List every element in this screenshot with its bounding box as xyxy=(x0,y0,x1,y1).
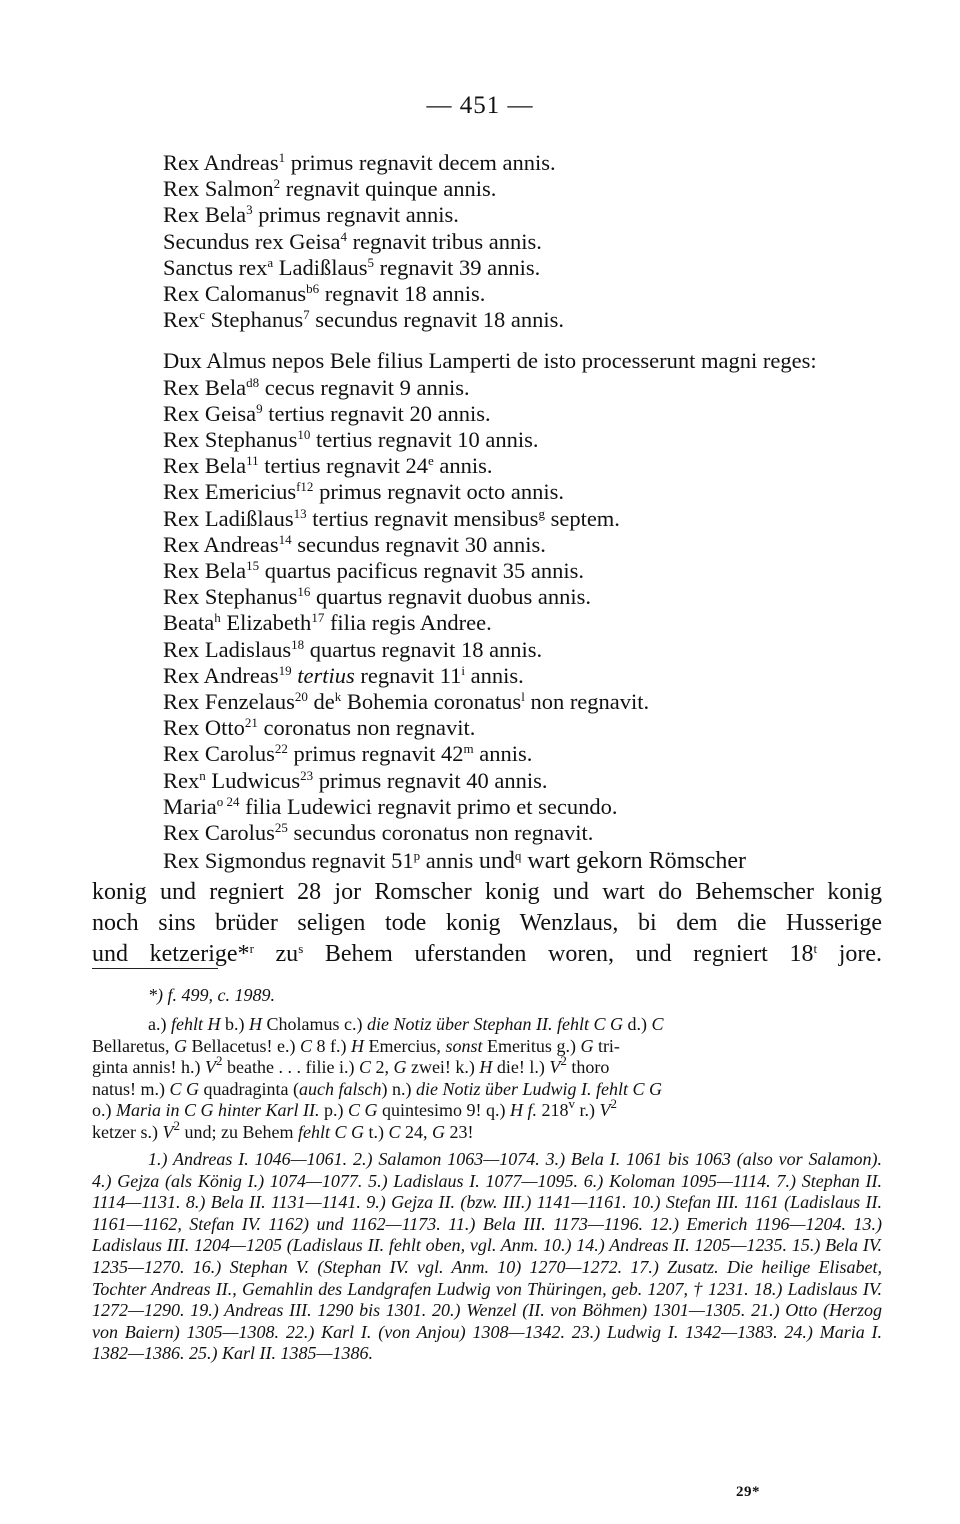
variant-note-line xyxy=(92,1036,882,1058)
text-run: annis. xyxy=(433,453,493,479)
text-run: Rex Otto xyxy=(163,715,245,741)
german-text-line xyxy=(92,939,882,970)
text-run: Rex Andreas xyxy=(163,662,279,688)
text-run: thoro xyxy=(566,1057,610,1077)
text-line xyxy=(92,375,882,401)
text-line xyxy=(92,741,882,767)
text-run: Beata xyxy=(163,610,215,636)
italic-text: fehlt H xyxy=(170,1014,221,1034)
text-run: quartus regnavit 18 annis. xyxy=(304,636,543,662)
text-run: Bellacetus! e.) xyxy=(186,1035,300,1056)
footnote-marker: a xyxy=(267,254,274,270)
footnote-marker: k xyxy=(334,689,342,705)
text-run: jore. xyxy=(817,941,883,968)
text-run: ginta annis! h.) xyxy=(92,1057,205,1077)
text-run: septem. xyxy=(544,505,620,531)
italic-text: auch falsch xyxy=(298,1078,382,1099)
italic-text: H f. xyxy=(510,1100,538,1120)
footnote-marker: 22 xyxy=(274,741,288,757)
footnote-marker: c xyxy=(199,307,206,323)
footnote-marker: 9 xyxy=(256,400,263,416)
text-line xyxy=(92,663,882,689)
footnote-marker: v xyxy=(568,1096,576,1111)
text-run: non regnavit. xyxy=(524,689,650,715)
text-run: Emeritus g.) xyxy=(482,1035,581,1056)
text-run: 8 f.) xyxy=(311,1035,351,1056)
text-run: Rex Stephanus xyxy=(163,584,298,610)
text-run: primus regnavit 42 xyxy=(287,741,464,767)
text-line xyxy=(92,715,882,741)
text-run: quartus pacificus regnavit 35 annis. xyxy=(259,558,585,584)
italic-text: die Notiz über Stephan II. fehlt C G xyxy=(366,1014,623,1034)
text-run: 24, xyxy=(400,1121,432,1142)
text-run: Secundus rex Geisa xyxy=(163,228,341,254)
text-line xyxy=(92,401,882,427)
text-run: Rex Bela xyxy=(163,453,247,479)
text-line xyxy=(92,453,882,479)
german-text-line xyxy=(92,908,882,939)
text-run: tertius regnavit mensibus xyxy=(306,505,539,531)
text-line xyxy=(92,506,882,532)
text-run: die! l.) xyxy=(492,1057,550,1077)
text-line xyxy=(92,610,882,636)
historical-notes xyxy=(92,1149,882,1365)
footnote-marker: 23 xyxy=(300,767,314,783)
footnote-marker: 19 xyxy=(278,662,292,678)
text-run: annis. xyxy=(473,741,533,767)
text-run: Rex Bela xyxy=(163,558,247,584)
text-run: Ladißlaus xyxy=(273,254,368,280)
footnote-marker: 20 xyxy=(294,689,308,705)
text-run: primus regnavit decem annis. xyxy=(285,150,556,175)
text-run: ) n.) xyxy=(381,1078,416,1099)
italic-text: C xyxy=(651,1014,664,1034)
text-run: Emercius, xyxy=(363,1035,446,1056)
italic-text: die Notiz über Ludwig I. fehlt C G xyxy=(415,1078,662,1099)
text-run: Rex Andreas xyxy=(163,531,279,557)
text-run: de xyxy=(307,689,335,715)
italic-text: V xyxy=(549,1057,561,1077)
text-run: t.) xyxy=(363,1121,389,1142)
footnote-marker: 15 xyxy=(246,558,260,574)
footnote-marker: 16 xyxy=(297,584,311,600)
text-run: Rex Andreas xyxy=(163,150,279,175)
german-text: wart gekorn Römscher xyxy=(521,848,746,875)
text-run: 2, xyxy=(370,1057,394,1077)
italic-text: C xyxy=(358,1057,371,1077)
text-run: Rex Ladislaus xyxy=(163,636,292,662)
text-run: b.) xyxy=(220,1014,249,1034)
footnote-marker: 2 xyxy=(560,1053,567,1068)
text-run: Rex Calomanus xyxy=(163,281,307,307)
footnote-marker: s xyxy=(298,941,304,957)
regnal-list xyxy=(92,150,882,970)
italic-text: C G xyxy=(348,1100,378,1120)
text-line xyxy=(92,794,882,820)
footnote-marker: 3 xyxy=(246,202,253,218)
text-run: Rex xyxy=(163,307,200,333)
text-run: natus! m.) xyxy=(92,1078,170,1099)
text-run: Sanctus rex xyxy=(163,254,268,280)
footnote-marker: i xyxy=(461,662,466,678)
text-line xyxy=(92,584,882,610)
footnote-marker: q xyxy=(514,848,522,864)
footnote-marker: 2 xyxy=(273,176,281,192)
text-line xyxy=(92,255,882,281)
text-run: o.) xyxy=(92,1100,116,1120)
text-run: tertius regnavit 10 annis. xyxy=(310,427,539,453)
text-line xyxy=(92,846,882,877)
footnote-marker: 2 xyxy=(215,1053,223,1068)
text-line xyxy=(92,307,882,333)
text-run: Stephanus xyxy=(205,307,304,333)
footnote-marker: f12 xyxy=(296,479,314,495)
text-run: d.) xyxy=(622,1014,652,1034)
footnote-marker: 2 xyxy=(173,1117,180,1133)
text-run: Maria xyxy=(163,793,217,819)
text-run: Rex Bela xyxy=(163,374,247,400)
italic-text: H xyxy=(248,1014,262,1034)
footnote-marker: 10 xyxy=(297,427,311,443)
footnote-marker: 4 xyxy=(340,228,347,244)
text-run: filia regis Andree. xyxy=(324,610,492,636)
italic-text: H xyxy=(479,1057,493,1077)
text-line xyxy=(92,768,882,794)
text-run: 218 xyxy=(537,1100,569,1120)
footnote-marker: 18 xyxy=(291,636,305,652)
footnote-marker: 25 xyxy=(274,820,288,836)
text-run: Rex xyxy=(163,767,200,793)
italic-text: fehlt C G xyxy=(297,1121,364,1142)
text-run: Rex Geisa xyxy=(163,400,257,426)
text-run: konig und regniert 28 jor Romscher konig und wart do Behemscher konig xyxy=(92,879,882,906)
text-line xyxy=(92,689,882,715)
italic-text: C xyxy=(388,1121,401,1142)
italic-text: G xyxy=(580,1035,594,1056)
footnote-marker: l xyxy=(521,689,525,705)
italic-text: H xyxy=(350,1035,364,1056)
text-run: tertius regnavit 20 annis. xyxy=(262,400,491,426)
text-run: primus regnavit annis. xyxy=(252,202,459,228)
text-run: primus regnavit 40 annis. xyxy=(313,767,548,793)
german-text-line xyxy=(92,877,882,908)
text-line xyxy=(92,558,882,584)
text-run: Rex Carolus xyxy=(163,741,275,767)
text-run: quartus regnavit duobus annis. xyxy=(310,584,591,610)
footnote-marker: o 24 xyxy=(216,793,240,809)
footnote-marker: p xyxy=(413,848,421,864)
italic-text: tertius xyxy=(297,662,355,688)
text-run: Bohemia coronatus xyxy=(341,689,522,715)
text-run: tri- xyxy=(593,1035,620,1056)
italic-text: C G xyxy=(169,1078,199,1099)
signature-mark: 29* xyxy=(736,1484,760,1500)
text-run: beathe . . . filie i.) xyxy=(222,1057,359,1077)
italic-text: V xyxy=(599,1100,611,1120)
footnote-marker: 21 xyxy=(244,715,258,731)
text-run: Rex Emericius xyxy=(163,479,297,505)
italic-text: V xyxy=(204,1057,216,1077)
italic-text: G xyxy=(173,1035,187,1056)
variant-note-line xyxy=(92,1014,882,1036)
text-run: regnavit 11 xyxy=(354,662,462,688)
text-run: annis xyxy=(420,848,479,874)
italic-text: V xyxy=(162,1121,174,1142)
variant-note-line xyxy=(92,1053,882,1079)
italic-text: sonst xyxy=(445,1035,483,1056)
footnote-marker: 17 xyxy=(311,610,325,626)
footnote-marker: b6 xyxy=(306,281,320,297)
italic-text: G xyxy=(431,1121,445,1142)
footnote-marker: e xyxy=(427,453,434,469)
text-run: ketzer s.) xyxy=(92,1121,163,1142)
italic-text: G xyxy=(393,1057,407,1077)
text-run: Rex Bela xyxy=(163,202,247,228)
text-run: und ketzerige* xyxy=(92,941,250,968)
footnote-marker: n xyxy=(199,767,206,783)
page-number: — 451 — xyxy=(426,92,534,119)
german-text: und xyxy=(478,848,515,875)
footnote-marker: d8 xyxy=(246,374,260,390)
text-line xyxy=(92,479,882,505)
variant-note-line xyxy=(92,1096,882,1122)
text-line xyxy=(92,427,882,453)
text-line xyxy=(92,176,882,202)
footnote-marker: r xyxy=(249,941,254,957)
text-run: coronatus non regnavit. xyxy=(257,715,476,741)
footnote-marker: 1 xyxy=(278,150,286,165)
footnote-marker: 13 xyxy=(293,505,307,521)
text-run: Rex Fenzelaus xyxy=(163,689,295,715)
text-run: a.) xyxy=(148,1014,171,1034)
text-run: quintesimo 9! q.) xyxy=(377,1100,511,1120)
text-run: secundus coronatus non regnavit. xyxy=(287,820,594,846)
text-run: primus regnavit octo annis. xyxy=(313,479,565,505)
textual-variant-notes xyxy=(92,1014,882,1143)
text-run: quadraginta ( xyxy=(199,1078,299,1099)
text-line xyxy=(92,150,882,176)
text-run: tertius regnavit 24 xyxy=(258,453,428,479)
footnote-marker: 5 xyxy=(367,254,374,270)
text-line xyxy=(92,281,882,307)
text-run: regnavit 39 annis. xyxy=(374,254,541,280)
text-run: Rex Stephanus xyxy=(163,427,298,453)
historical-note-paragraph: 1.) Andreas I. 1046—1061. 2.) Salamon 1063—1074. 3.) Bela I. 1061 bis 1063 (also vor Salamon). 4.) Gejza (als König I.) 1074—1077. 5.) Ladislaus I. 1077—1095. 6.) Koloman 1095—1114. 7.) Stephan II. 1114—1131. 8.) Bela II. 1131—1141. 9.) Gejza II. (bzw. III.) 1141—1161. 10.) Stefan III. 1161 (Ladislaus II. 1161—1162, Stefan IV. 1162) und 1162—1173. 11.) Bela III. 1173—1196. 12.) Emerich 1196—1204. 13.) Ladislaus III. 1204—1205 (Ladislaus II. fehlt oben, vgl. Anm. 10.) 14.) Andreas II. 1205—1235. 15.) Bela IV. 1235—1270. 16.) Stephan V. (Stephan IV. vgl. Anm. 10) 1270—1272. 17.) Zusatz. Die heilige Elisabet, Tochter Andreas II., Gemahlin des Landgrafen Ludwig von Thüringen, geb. 1207, † 1231. 18.) Ladislaus IV. 1272—1290. 19.) Andreas III. 1290 bis 1301. 20.) Wenzel (II. von Böhmen) 1301—1305. 21.) Otto (Herzog von Baiern) 1305—1308. 22.) Karl I. (von Anjou) 1308—1342. 23.) Ludwig I. 1342—1383. 24.) Maria I. 1382—1386. 25.) Karl II. 1385—1386. xyxy=(92,1149,882,1364)
text-run: regnavit quinque annis. xyxy=(280,176,497,202)
text-run: Rex Sigmondus regnavit 51 xyxy=(163,848,414,874)
footnote-marker: g xyxy=(538,505,545,521)
text-run: zu xyxy=(253,941,299,968)
text-line xyxy=(92,532,882,558)
footnote-marker: t xyxy=(813,941,818,957)
variant-note-line xyxy=(92,1117,882,1144)
text-run: Rex Carolus xyxy=(163,820,275,846)
footnote-marker: 14 xyxy=(278,531,292,547)
text-run: r.) xyxy=(575,1100,600,1120)
text-run: und; zu Behem xyxy=(179,1121,298,1142)
text-run: regnavit 18 annis. xyxy=(319,281,486,307)
text-line xyxy=(92,229,882,255)
text-line xyxy=(92,202,882,228)
text-run: Dux Almus nepos Bele filius Lamperti de isto processerunt magni reges: xyxy=(163,348,817,374)
manuscript-reference-note: *) f. 499, c. 1989. xyxy=(148,985,275,1005)
italic-text: C xyxy=(299,1035,312,1056)
text-line xyxy=(92,348,882,374)
footnote-marker: m xyxy=(463,741,474,757)
latin-king-list xyxy=(92,150,882,877)
text-line xyxy=(92,637,882,663)
text-line xyxy=(92,820,882,846)
footnote-marker: 11 xyxy=(246,453,259,469)
text-run: Cholamus c.) xyxy=(261,1014,367,1034)
footnote-marker: h xyxy=(214,610,221,626)
text-run: p.) xyxy=(319,1100,349,1120)
variant-note-line xyxy=(92,1079,882,1101)
text-run: Behem uferstanden woren, und regniert 18 xyxy=(303,941,814,968)
text-run: noch sins brüder seligen tode konig Wenzlaus, bi dem die Husserige xyxy=(92,910,882,937)
text-run: zwei! k.) xyxy=(406,1057,480,1077)
text-run: Bellaretus, xyxy=(92,1035,174,1056)
italic-text: Maria in C G hinter Karl II. xyxy=(116,1100,320,1120)
text-run: secundus regnavit 18 annis. xyxy=(309,307,564,333)
text-run: filia Ludewici regnavit primo et secundo. xyxy=(239,793,618,819)
footnote-marker: 7 xyxy=(303,307,310,323)
german-paragraph xyxy=(92,877,882,970)
text-run: Rex Ladißlaus xyxy=(163,505,294,531)
footnote-divider xyxy=(92,968,218,969)
text-run: cecus regnavit 9 annis. xyxy=(259,374,470,400)
text-run: Ludwicus xyxy=(205,767,301,793)
text-run: Rex Salmon xyxy=(163,176,274,202)
text-run: annis. xyxy=(465,662,524,688)
text-run: regnavit tribus annis. xyxy=(346,228,542,254)
text-run: 23! xyxy=(444,1121,474,1142)
footnote-marker: 2 xyxy=(610,1096,618,1111)
text-run: Elizabeth xyxy=(220,610,312,636)
text-run: secundus regnavit 30 annis. xyxy=(291,531,546,557)
